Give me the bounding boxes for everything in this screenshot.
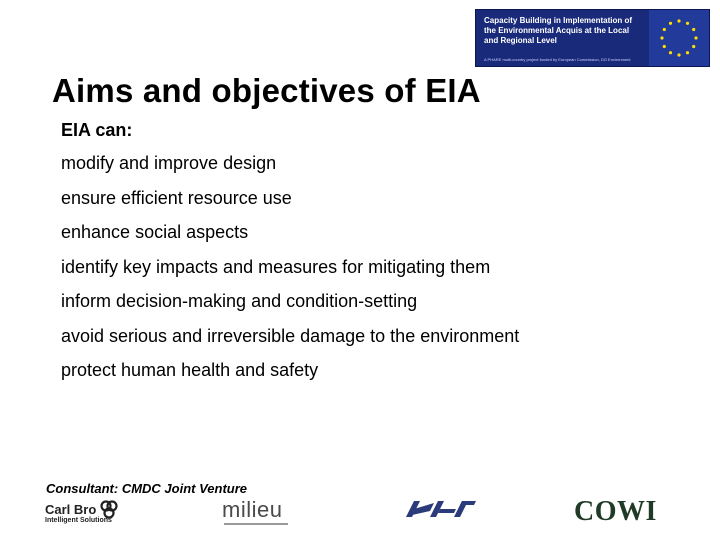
milieu-logo-icon <box>224 523 288 525</box>
list-item: avoid serious and irreversible damage to the environment <box>61 325 520 346</box>
objectives-list <box>61 152 519 394</box>
list-item: enhance social aspects <box>61 222 249 242</box>
eu-flag-icon <box>649 10 709 66</box>
milieu-logo <box>222 497 292 527</box>
banner-title: Capacity Building in Implementation of the Environmental Acquis at the Local and Regional Level <box>484 16 633 45</box>
list-item: inform decision-making and condition-setting <box>61 291 418 311</box>
project-banner <box>475 9 710 67</box>
cowi-logo: COWI <box>574 496 657 527</box>
list-item: identify key impacts and measures for mitigating them <box>61 256 491 277</box>
consultant-credit: Consultant: CMDC Joint Venture <box>46 481 248 496</box>
carl-bro-tagline: Intelligent Solutions <box>45 517 112 524</box>
intro-text: EIA can: <box>61 120 133 140</box>
milieu-name: milieu <box>222 497 283 522</box>
dhv-logo-icon <box>400 497 480 522</box>
carl-bro-name: Carl Bro <box>45 502 97 517</box>
list-item: modify and improve design <box>61 153 277 173</box>
list-item: ensure efficient resource use <box>61 187 292 208</box>
slide-title: Aims and objectives of EIA <box>52 72 481 109</box>
banner-note: A PHARE multi-country project funded by European Commission, DG Environment <box>484 57 631 62</box>
list-item: protect human health and safety <box>61 360 319 380</box>
carl-bro-logo <box>45 500 120 530</box>
carl-bro-logo-icon <box>99 500 119 520</box>
